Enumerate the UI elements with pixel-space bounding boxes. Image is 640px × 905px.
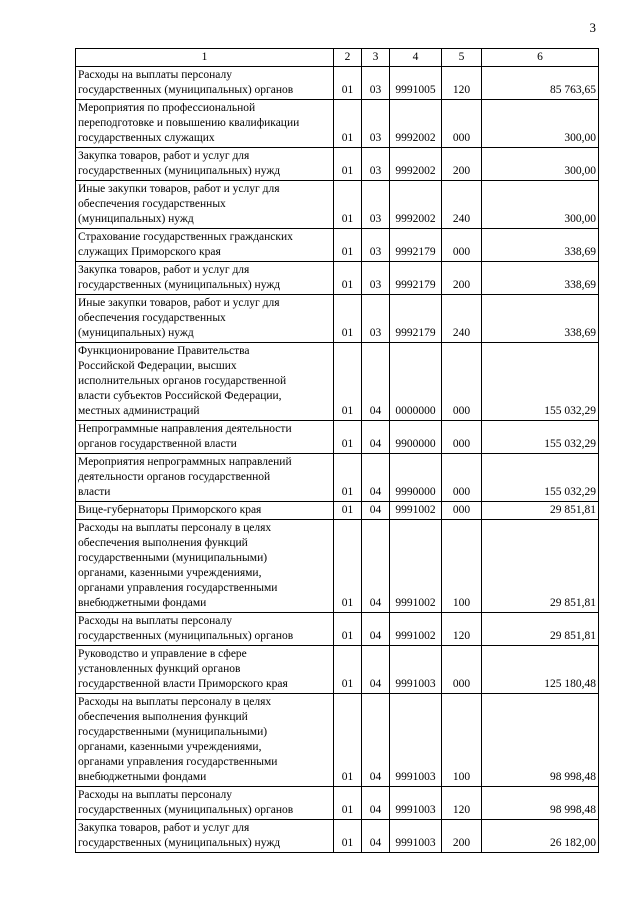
table-row xyxy=(76,262,599,295)
expense-type-code: 100 xyxy=(442,520,482,613)
subsection-code: 03 xyxy=(362,229,390,262)
header-row xyxy=(76,49,599,67)
target-article-code: 9991003 xyxy=(390,820,442,853)
header-col-5: 5 xyxy=(442,49,482,67)
table-row xyxy=(76,100,599,148)
expense-name: Закупка товаров, работ и услуг для государственных (муниципальных) нужд xyxy=(76,820,334,853)
section-code: 01 xyxy=(334,454,362,502)
target-article-code: 9991003 xyxy=(390,787,442,820)
table-row xyxy=(76,295,599,343)
section-code: 01 xyxy=(334,67,362,100)
amount: 85 763,65 xyxy=(482,67,599,100)
section-code: 01 xyxy=(334,694,362,787)
expense-name: Иные закупки товаров, работ и услуг для обеспечения государственных (муниципальных) нужд xyxy=(76,295,334,343)
target-article-code: 9991002 xyxy=(390,613,442,646)
table-row xyxy=(76,421,599,454)
target-article-code: 0000000 xyxy=(390,343,442,421)
subsection-code: 03 xyxy=(362,100,390,148)
table-row xyxy=(76,646,599,694)
table-row xyxy=(76,787,599,820)
amount: 338,69 xyxy=(482,295,599,343)
header-col-6: 6 xyxy=(482,49,599,67)
expense-name: Закупка товаров, работ и услуг для государственных (муниципальных) нужд xyxy=(76,148,334,181)
expense-type-code: 120 xyxy=(442,787,482,820)
amount: 98 998,48 xyxy=(482,694,599,787)
subsection-code: 03 xyxy=(362,262,390,295)
expense-name: Страхование государственных гражданских служащих Приморского края xyxy=(76,229,334,262)
amount: 29 851,81 xyxy=(482,502,599,520)
section-code: 01 xyxy=(334,421,362,454)
target-article-code: 9991003 xyxy=(390,694,442,787)
expense-type-code: 120 xyxy=(442,67,482,100)
budget-table xyxy=(75,48,599,853)
section-code: 01 xyxy=(334,343,362,421)
subsection-code: 03 xyxy=(362,295,390,343)
expense-name: Расходы на выплаты персоналу в целях обеспечения выполнения функций государственными (муниципальными) органами, казенными учреждениями, органами управления государственными внебюджетными фондами xyxy=(76,520,334,613)
table-row xyxy=(76,67,599,100)
expense-name: Иные закупки товаров, работ и услуг для обеспечения государственных (муниципальных) нужд xyxy=(76,181,334,229)
expense-type-code: 000 xyxy=(442,454,482,502)
target-article-code: 9992002 xyxy=(390,181,442,229)
target-article-code: 9991002 xyxy=(390,502,442,520)
section-code: 01 xyxy=(334,229,362,262)
expense-name: Непрограммные направления деятельности органов государственной власти xyxy=(76,421,334,454)
table-row xyxy=(76,454,599,502)
expense-type-code: 200 xyxy=(442,148,482,181)
expense-type-code: 000 xyxy=(442,646,482,694)
subsection-code: 04 xyxy=(362,421,390,454)
expense-type-code: 000 xyxy=(442,502,482,520)
amount: 300,00 xyxy=(482,181,599,229)
expense-type-code: 000 xyxy=(442,229,482,262)
subsection-code: 04 xyxy=(362,343,390,421)
subsection-code: 04 xyxy=(362,502,390,520)
amount: 98 998,48 xyxy=(482,787,599,820)
section-code: 01 xyxy=(334,100,362,148)
subsection-code: 04 xyxy=(362,787,390,820)
target-article-code: 9992002 xyxy=(390,148,442,181)
amount: 155 032,29 xyxy=(482,343,599,421)
amount: 338,69 xyxy=(482,262,599,295)
table-row xyxy=(76,229,599,262)
expense-name: Мероприятия непрограммных направлений деятельности органов государственной власти xyxy=(76,454,334,502)
table-row xyxy=(76,820,599,853)
section-code: 01 xyxy=(334,502,362,520)
section-code: 01 xyxy=(334,295,362,343)
subsection-code: 04 xyxy=(362,694,390,787)
section-code: 01 xyxy=(334,820,362,853)
expense-type-code: 000 xyxy=(442,421,482,454)
amount: 29 851,81 xyxy=(482,520,599,613)
target-article-code: 9992179 xyxy=(390,229,442,262)
amount: 300,00 xyxy=(482,148,599,181)
expense-type-code: 200 xyxy=(442,262,482,295)
section-code: 01 xyxy=(334,181,362,229)
expense-type-code: 200 xyxy=(442,820,482,853)
header-col-1: 1 xyxy=(76,49,334,67)
amount: 26 182,00 xyxy=(482,820,599,853)
amount: 155 032,29 xyxy=(482,421,599,454)
header-col-4: 4 xyxy=(390,49,442,67)
table-row xyxy=(76,181,599,229)
subsection-code: 03 xyxy=(362,181,390,229)
expense-name: Расходы на выплаты персоналу государственных (муниципальных) органов xyxy=(76,613,334,646)
subsection-code: 03 xyxy=(362,67,390,100)
expense-type-code: 240 xyxy=(442,181,482,229)
section-code: 01 xyxy=(334,787,362,820)
subsection-code: 04 xyxy=(362,646,390,694)
target-article-code: 9992179 xyxy=(390,295,442,343)
section-code: 01 xyxy=(334,613,362,646)
target-article-code: 9992002 xyxy=(390,100,442,148)
expense-type-code: 120 xyxy=(442,613,482,646)
amount: 155 032,29 xyxy=(482,454,599,502)
table-row xyxy=(76,148,599,181)
table-row xyxy=(76,520,599,613)
subsection-code: 03 xyxy=(362,148,390,181)
expense-name: Расходы на выплаты персоналу в целях обеспечения выполнения функций государственными (муниципальными) органами, казенными учреждениями, органами управления государственными внебюджетными фондами xyxy=(76,694,334,787)
amount: 338,69 xyxy=(482,229,599,262)
section-code: 01 xyxy=(334,520,362,613)
amount: 300,00 xyxy=(482,100,599,148)
header-col-2: 2 xyxy=(334,49,362,67)
target-article-code: 9900000 xyxy=(390,421,442,454)
expense-name: Закупка товаров, работ и услуг для государственных (муниципальных) нужд xyxy=(76,262,334,295)
target-article-code: 9991005 xyxy=(390,67,442,100)
page-number: 3 xyxy=(589,20,596,35)
expense-name: Расходы на выплаты персоналу государственных (муниципальных) органов xyxy=(76,67,334,100)
expense-type-code: 100 xyxy=(442,694,482,787)
target-article-code: 9991002 xyxy=(390,520,442,613)
section-code: 01 xyxy=(334,646,362,694)
subsection-code: 04 xyxy=(362,454,390,502)
expense-type-code: 000 xyxy=(442,343,482,421)
expense-name: Мероприятия по профессиональной переподготовке и повышению квалификации государственных служащих xyxy=(76,100,334,148)
expense-type-code: 240 xyxy=(442,295,482,343)
subsection-code: 04 xyxy=(362,820,390,853)
target-article-code: 9990000 xyxy=(390,454,442,502)
amount: 29 851,81 xyxy=(482,613,599,646)
target-article-code: 9992179 xyxy=(390,262,442,295)
section-code: 01 xyxy=(334,262,362,295)
subsection-code: 04 xyxy=(362,613,390,646)
table-row xyxy=(76,694,599,787)
section-code: 01 xyxy=(334,148,362,181)
expense-name: Руководство и управление в сфере установленных функций органов государственной власти Приморского края xyxy=(76,646,334,694)
target-article-code: 9991003 xyxy=(390,646,442,694)
expense-name: Вице-губернаторы Приморского края xyxy=(76,502,334,520)
expense-name: Функционирование Правительства Российской Федерации, высших исполнительных органов государственной власти субъектов Российской Федерации, местных администраций xyxy=(76,343,334,421)
expense-type-code: 000 xyxy=(442,100,482,148)
header-col-3: 3 xyxy=(362,49,390,67)
table-row xyxy=(76,502,599,520)
subsection-code: 04 xyxy=(362,520,390,613)
amount: 125 180,48 xyxy=(482,646,599,694)
expense-name: Расходы на выплаты персоналу государственных (муниципальных) органов xyxy=(76,787,334,820)
table-row xyxy=(76,613,599,646)
table-row xyxy=(76,343,599,421)
